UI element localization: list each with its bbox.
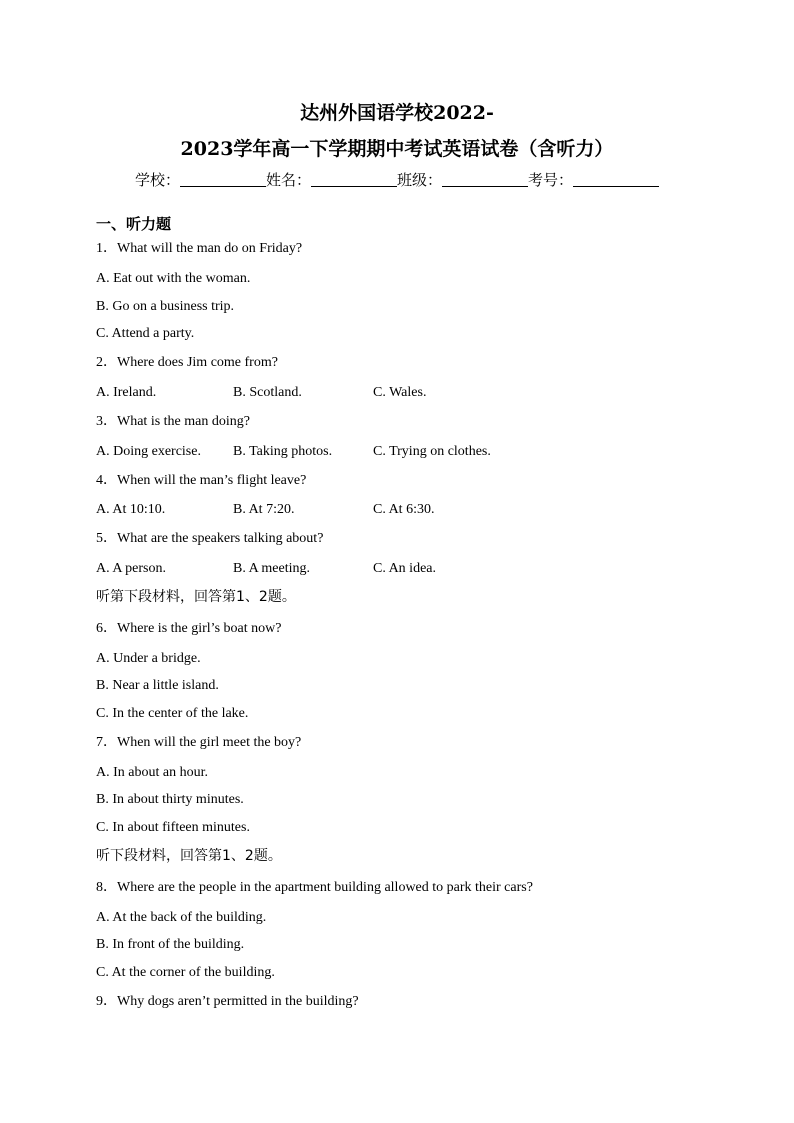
question-9: 9．Why dogs aren’t permitted in the building? <box>96 994 359 1009</box>
question-6: 6．Where is the girl’s boat now? <box>96 621 282 636</box>
exam-title-line2: 2023学年高一下学期期中考试英语试卷（含听力） <box>180 138 614 160</box>
q2-option-c: C. Wales. <box>373 385 427 400</box>
instruction-1: 听第下段材料，回答第1、2题。 <box>96 589 296 605</box>
q3-options <box>96 442 696 462</box>
q8-option-a: A. At the back of the building. <box>96 910 267 925</box>
question-2: 2．Where does Jim come from? <box>96 355 278 370</box>
q2-option-a: A. Ireland. <box>96 385 157 400</box>
q6-option-b: B. Near a little island. <box>96 678 219 693</box>
q3-option-c: C. Trying on clothes. <box>373 444 491 459</box>
q2-options <box>96 383 696 403</box>
q3-option-a: A. Doing exercise. <box>96 444 201 459</box>
exam-number-blank[interactable] <box>573 170 659 187</box>
q7-option-a: A. In about an hour. <box>96 765 208 780</box>
q5-option-c: C. An idea. <box>373 561 436 576</box>
q8-option-b: B. In front of the building. <box>96 937 245 952</box>
q1-option-a: A. Eat out with the woman. <box>96 271 251 286</box>
school-field <box>135 169 266 191</box>
name-blank[interactable] <box>311 170 397 187</box>
q7-option-c: C. In about fifteen minutes. <box>96 820 250 835</box>
question-3: 3．What is the man doing? <box>96 414 250 429</box>
class-field <box>397 169 528 191</box>
q6-option-c: C. In the center of the lake. <box>96 706 249 721</box>
question-4: 4．When will the man’s flight leave? <box>96 473 307 488</box>
q4-option-c: C. At 6:30. <box>373 502 435 517</box>
q5-options <box>96 559 696 579</box>
school-label: 学校： <box>134 171 180 189</box>
question-5: 5．What are the speakers talking about? <box>96 531 324 546</box>
q7-option-b: B. In about thirty minutes. <box>96 792 244 807</box>
q2-option-b: B. Scotland. <box>233 385 302 400</box>
q5-option-a: A. A person. <box>96 561 166 576</box>
q6-option-a: A. Under a bridge. <box>96 651 201 666</box>
student-info-row <box>0 169 794 191</box>
class-label: 班级： <box>397 171 443 189</box>
exam-number-label: 考号： <box>528 171 574 189</box>
q3-option-b: B. Taking photos. <box>233 444 333 459</box>
q8-option-c: C. At the corner of the building. <box>96 965 275 980</box>
school-blank[interactable] <box>180 170 266 187</box>
q4-option-a: A. At 10:10. <box>96 502 166 517</box>
name-label: 姓名： <box>265 171 311 189</box>
exam-number-field <box>528 169 659 191</box>
instruction-2: 听下段材料，回答第1、2题。 <box>96 848 282 864</box>
class-blank[interactable] <box>442 170 528 187</box>
q5-option-b: B. A meeting. <box>233 561 310 576</box>
q4-options <box>96 500 696 520</box>
question-7: 7．When will the girl meet the boy? <box>96 735 302 750</box>
section-heading-listening: 一、听力题 <box>96 215 172 233</box>
question-1: 1．What will the man do on Friday? <box>96 241 303 256</box>
exam-title-line1: 达州外国语学校2022- <box>300 102 494 124</box>
q1-option-c: C. Attend a party. <box>96 326 195 341</box>
question-8: 8．Where are the people in the apartment building allowed to park their cars? <box>96 880 533 895</box>
q4-option-b: B. At 7:20. <box>233 502 295 517</box>
q1-option-b: B. Go on a business trip. <box>96 299 235 314</box>
name-field <box>266 169 397 191</box>
